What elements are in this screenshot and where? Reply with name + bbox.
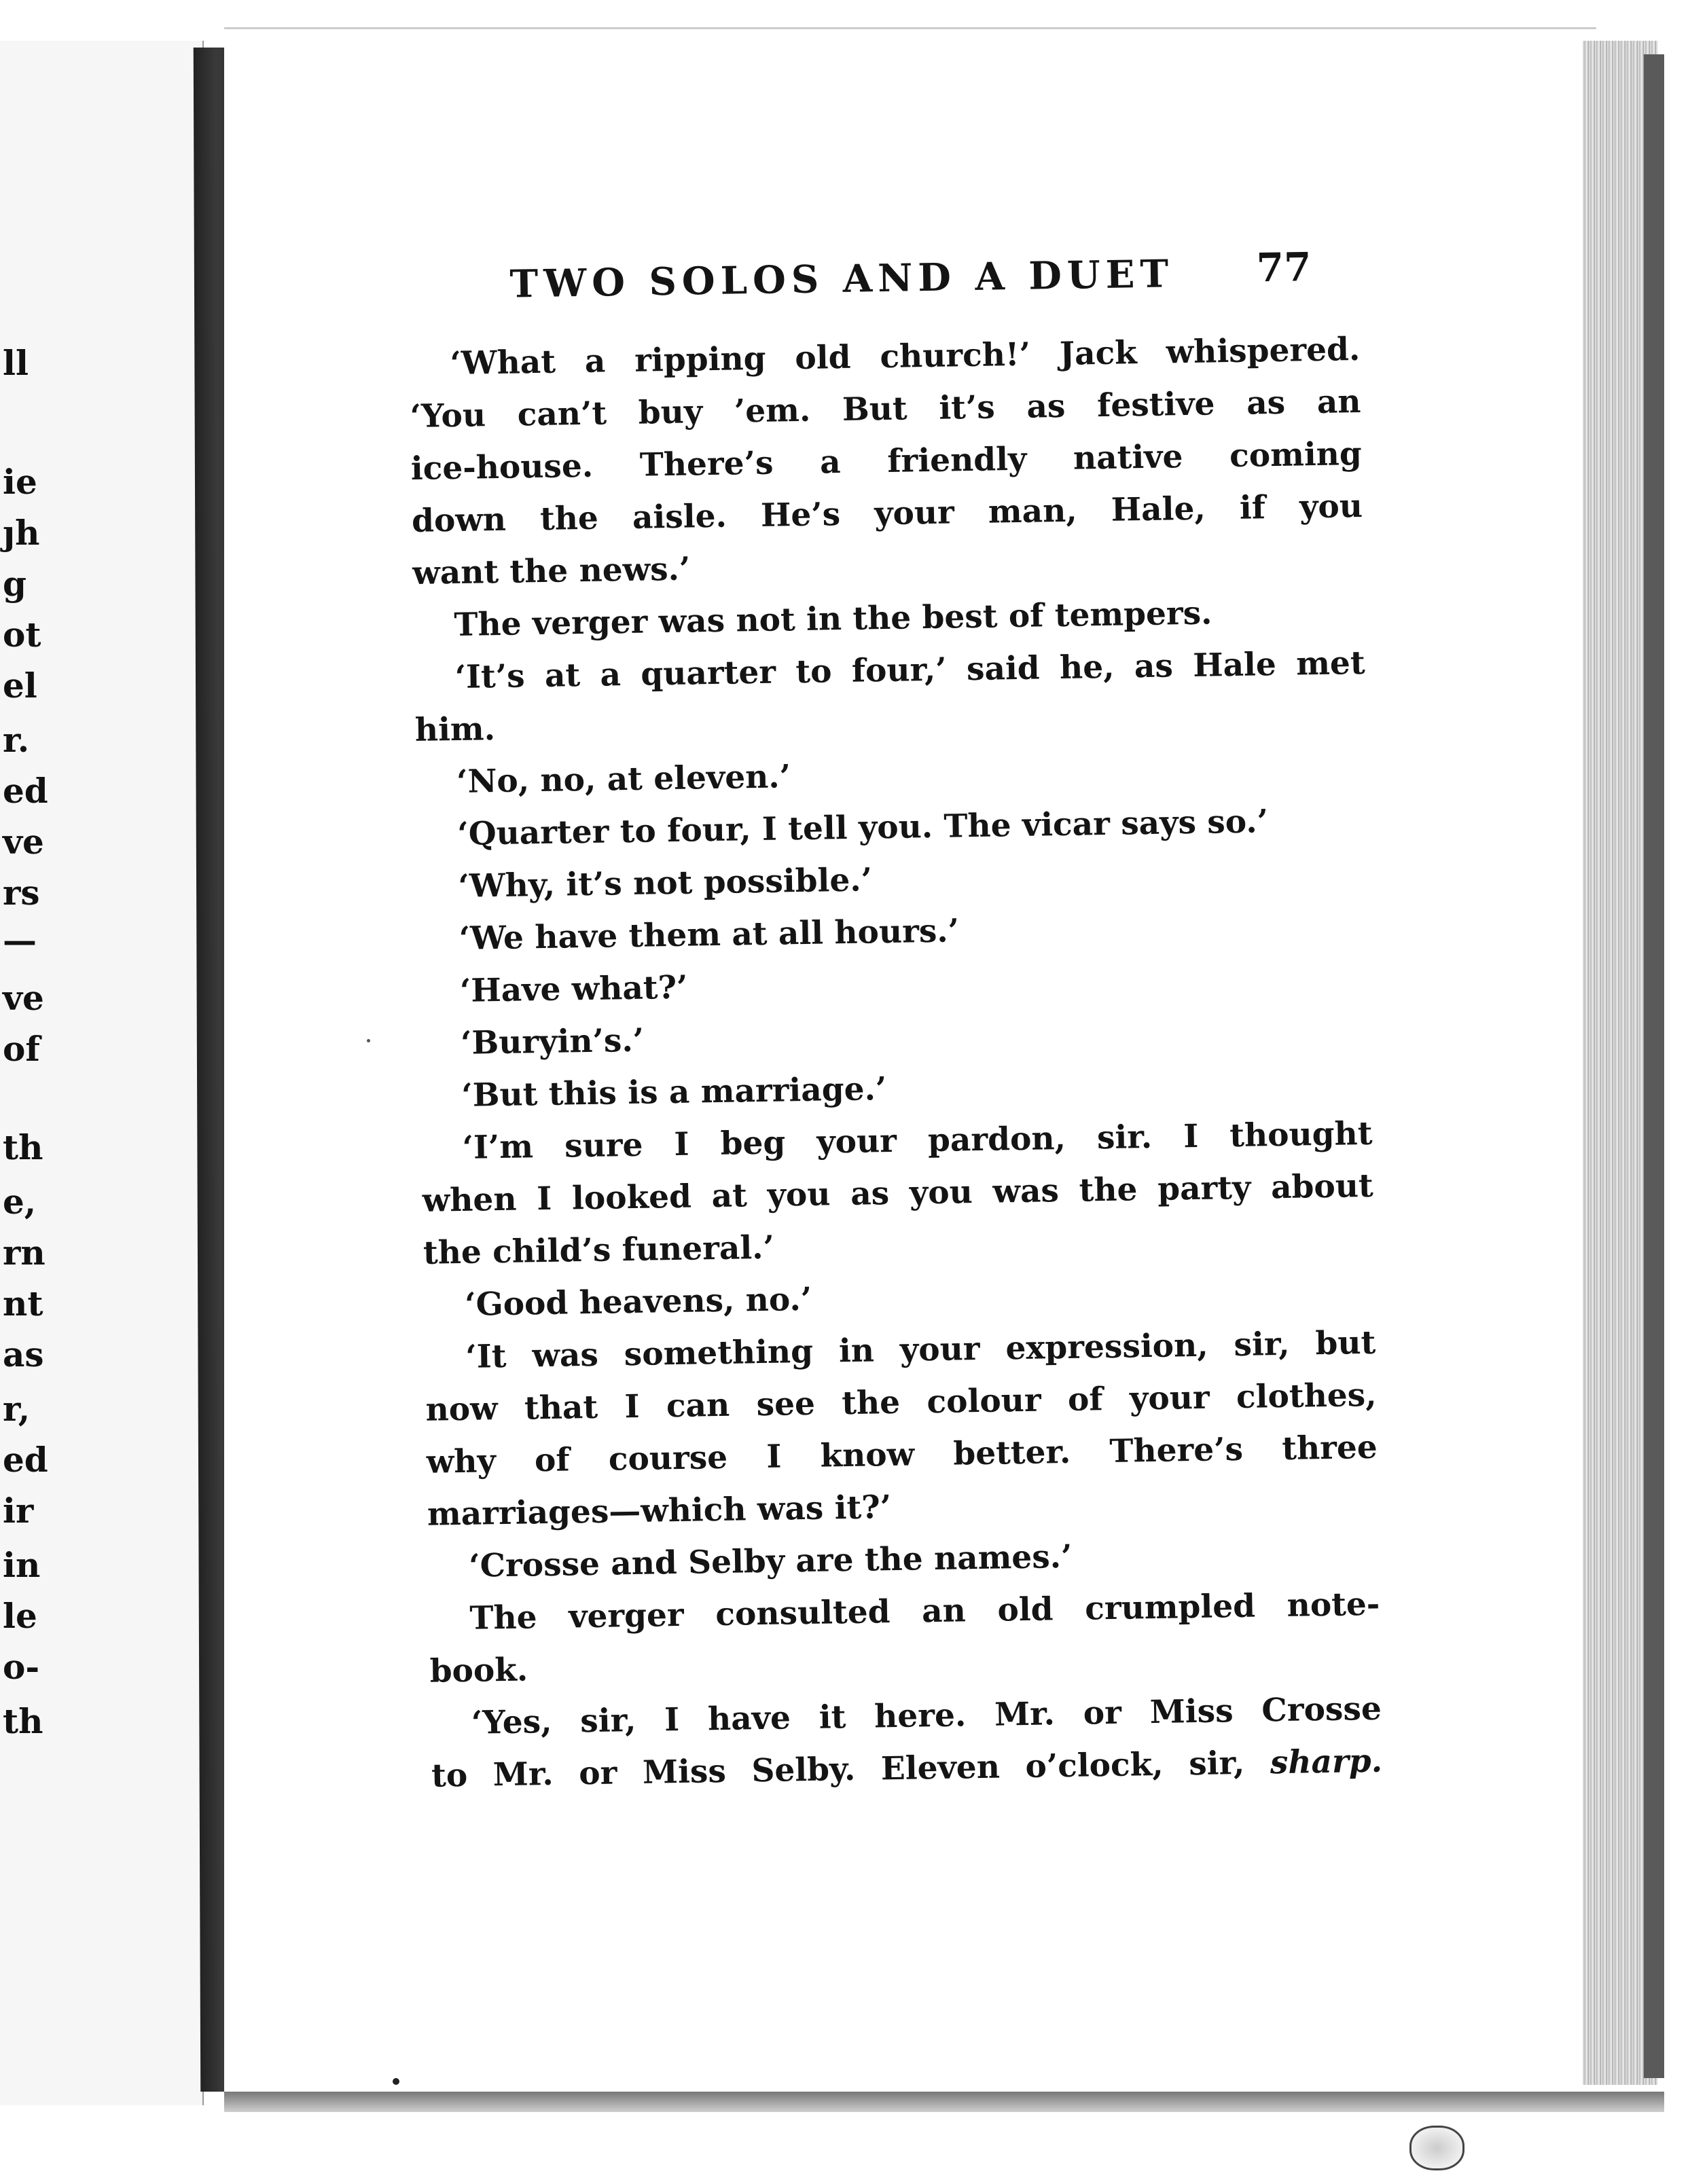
text-line: ‘Quarter to four, I tell you. The vicar says so.’: [456, 803, 1269, 853]
text-line: ‘Why, it’s not possible.’: [458, 861, 873, 905]
left-page-fragment: th: [3, 1127, 43, 1167]
book-cover-edge: [1644, 54, 1664, 2078]
left-page-fragment: r.: [3, 720, 30, 760]
left-page-fragment: as: [3, 1334, 44, 1375]
left-page-edge: [0, 41, 204, 2105]
left-page-fragment: ie: [3, 462, 37, 502]
text-line: ‘No, no, at eleven.’: [456, 758, 791, 801]
left-page-fragment: —: [3, 920, 37, 960]
text-line: ‘Have what?’: [459, 968, 688, 1010]
text-line: when I looked at you as you was the party about: [422, 1167, 1374, 1220]
text-line: why of course I know better. There’s three: [426, 1428, 1378, 1481]
text-line: the child’s funeral.’: [422, 1228, 775, 1272]
text-line: ‘You can’t buy ’em. But it’s as festive as an: [410, 382, 1361, 435]
left-page-fragment: ir: [3, 1491, 34, 1531]
scan-smudge: [1409, 2126, 1464, 2170]
text-line: ‘It’s at a quarter to four,’ said he, as Hale met: [454, 644, 1365, 696]
left-page-fragment: el: [3, 666, 37, 706]
left-page-fragment: e,: [3, 1182, 37, 1222]
text-line: ‘Buryin’s.’: [460, 1021, 645, 1062]
left-page-fragment: th: [3, 1701, 43, 1741]
left-page-fragment: rs: [3, 873, 40, 913]
text-line: him.: [414, 710, 496, 749]
left-page-fragment: ed: [3, 771, 48, 811]
left-page-fragment: in: [3, 1545, 41, 1585]
left-page-fragment: le: [3, 1596, 37, 1636]
page-number: 77: [1256, 244, 1312, 291]
text-line: marriages—which was it?’: [427, 1489, 892, 1533]
last-line-text: to Mr. or Miss Selby. Eleven o’clock, sir,: [431, 1744, 1271, 1795]
left-page-fragment: g: [3, 564, 26, 604]
left-page-fragment: rn: [3, 1233, 46, 1273]
running-head-title: TWO SOLOS AND A DUET: [509, 251, 1174, 307]
text-line: down the aisle. He’s your man, Hale, if you: [411, 487, 1363, 540]
body-text: [409, 323, 1383, 1802]
left-page-fragment: nt: [3, 1284, 43, 1324]
left-page-fragment: ve: [3, 822, 44, 862]
left-page-fragment: ed: [3, 1440, 48, 1480]
text-line: want the news.’: [412, 550, 691, 592]
last-line-emphasis: sharp.: [1270, 1742, 1383, 1782]
text-line: The verger consulted an old crumpled note-: [469, 1585, 1380, 1637]
left-page-fragment: ve: [3, 978, 44, 1018]
left-page-fragment: o-: [3, 1647, 40, 1687]
text-line: ice-house. There’s a friendly native coming: [410, 435, 1363, 488]
left-page-fragment: ȷh: [3, 513, 40, 553]
text-lines: [409, 323, 1382, 1750]
left-page-fragment: ot: [3, 615, 41, 655]
text-line: book.: [429, 1651, 528, 1690]
left-page-fragment: ll: [3, 343, 29, 383]
left-page-fragment: r,: [3, 1389, 31, 1429]
text-line: ‘We have them at all hours.’: [459, 912, 960, 958]
left-page-fragment: of: [3, 1029, 40, 1069]
text-line: ‘Crosse and Selby are the names.’: [468, 1537, 1073, 1585]
page-bottom-shadow: [224, 2092, 1664, 2112]
text-line: The verger was not in the best of tempers.: [454, 594, 1212, 644]
text-line: ‘Good heavens, no.’: [464, 1280, 812, 1324]
text-line: ‘Yes, sir, I have it here. Mr. or Miss Crosse: [471, 1690, 1382, 1742]
text-line: ‘I’m sure I beg your pardon, sir. I thought: [462, 1114, 1373, 1167]
text-line: ‘What a ripping old church!’ Jack whispered.: [450, 330, 1361, 383]
text-line: ‘But this is a marriage.’: [461, 1070, 887, 1114]
ink-speck: [367, 1039, 370, 1042]
text-line: ‘It was something in your expression, sir, but: [465, 1324, 1376, 1376]
text-line: now that I can see the colour of your clothes,: [425, 1376, 1377, 1429]
ink-speck: [393, 2078, 399, 2085]
